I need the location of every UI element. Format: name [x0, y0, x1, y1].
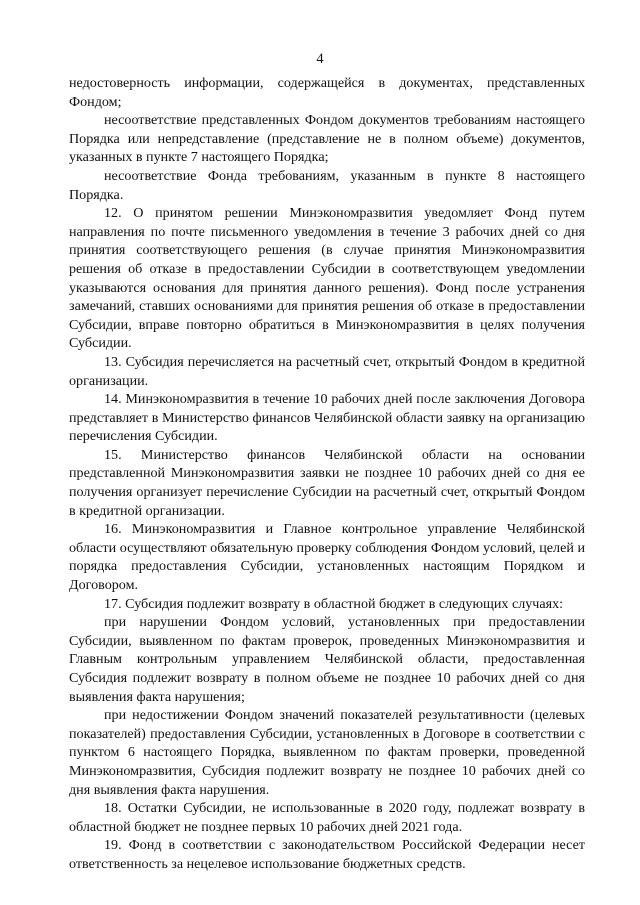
- paragraph-unreliable-information: недостоверность информации, содержащейся в документах, представленных Фондом;: [69, 75, 585, 110]
- page-number: 4: [316, 51, 324, 67]
- document-body: [69, 74, 585, 874]
- paragraph-item-14: 14. Минэкономразвития в течение 10 рабочих дней после заключения Договора представляет в Министерство финансов Челябинской области заявку на организацию перечисления Субсидии.: [69, 391, 585, 445]
- paragraph-item-17-targets-not-met: при недостижении Фондом значений показателей результативности (целевых показателей) предоставления Субсидии, установленных в Договоре в соответствии с пунктом 6 настоящего Порядка, выявленном по фактам проверки, проведенной Минэкономразвития, Субсидия подлежит возврату не позднее 10 рабочих дней со дня выявления факта нарушения.: [69, 707, 585, 798]
- paragraph-item-13: 13. Субсидия перечисляется на расчетный счет, открытый Фондом в кредитной организации.: [69, 353, 585, 389]
- paragraph-documents-mismatch: несоответствие представленных Фондом документов требованиям настоящего Порядка или непредставление (представление не в полном объеме) документов, указанных в пункте 7 настоящего Порядка;: [69, 112, 585, 166]
- paragraph-fund-requirements-mismatch: несоответствие Фонда требованиям, указанным в пункте 8 настоящего Порядка.: [69, 167, 585, 203]
- paragraph-item-12: 12. О принятом решении Минэкономразвития уведомляет Фонд путем направления по почте письменного уведомления в течение 3 рабочих дней со дня принятия соответствующего решения (в случае принятия Минэкономразвития решения об отказе в предоставлении Субсидии в соответствующем уведомлении указываются основания для принятия данного решения). Фонд после устранения замечаний, ставших основаниями для принятия решения об отказе в предоставлении Субсидии, вправе повторно обратиться в Минэкономразвития в целях получения Субсидии.: [69, 205, 585, 352]
- paragraph-item-17-violation: при нарушении Фондом условий, установленных при предоставлении Субсидии, выявленном по фактам проверок, проведенных Минэкономразвития и Главным контрольным управлением Челябинской области, предоставленная Субсидия подлежит возврату в полном объеме не позднее 10 рабочих дней со дня выявления факта нарушения;: [69, 614, 585, 705]
- paragraph-item-16: 16. Минэкономразвития и Главное контрольное управление Челябинской области осуществляют обязательную проверку соблюдения Фондом условий, целей и порядка предоставления Субсидии, установленных настоящим Порядком и Договором.: [69, 521, 585, 594]
- paragraph-item-15: 15. Министерство финансов Челябинской области на основании представленной Минэкономразвития заявки не позднее 10 рабочих дней со дня ее получения организует перечисление Субсидии на расчетный счет, открытый Фондом в кредитной организации.: [69, 446, 585, 519]
- paragraph-item-19: 19. Фонд в соответствии с законодательством Российской Федерации несет ответственность за нецелевое использование бюджетных средств.: [69, 837, 585, 872]
- paragraph-item-18: 18. Остатки Субсидии, не использованные в 2020 году, подлежат возврату в областной бюджет не позднее первых 10 рабочих дней 2021 года.: [69, 800, 585, 835]
- paragraph-item-17: 17. Субсидия подлежит возврату в областной бюджет в следующих случаях:: [104, 595, 564, 612]
